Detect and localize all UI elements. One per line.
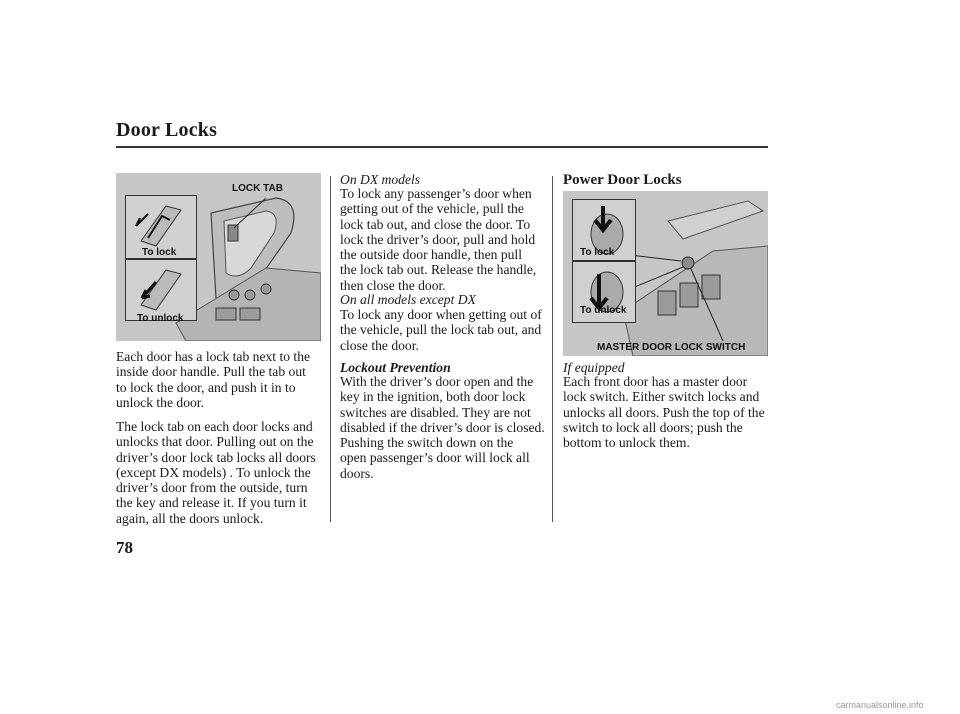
to-unlock-callout: To unlock — [137, 313, 184, 324]
master-switch-paragraph: Each front door has a master door lock switch. Either switch locks and unlocks all doors. Push the top of the switch to lock all doors; push the bottom to unlock them. — [563, 374, 765, 451]
page-number: 78 — [116, 538, 133, 557]
lockout-prevention-heading: Lockout Prevention — [340, 360, 451, 375]
to-lock-callout: To lock — [142, 247, 177, 258]
lock-tab-pushed-illustration — [126, 260, 196, 320]
if-equipped-heading: If equipped — [563, 360, 625, 375]
master-to-lock-callout: To lock — [580, 247, 615, 258]
master-to-unlock-callout: To unlock — [580, 305, 627, 316]
header-rule — [116, 146, 768, 148]
dx-models-heading: On DX models — [340, 172, 421, 187]
except-dx-heading: On all models except DX — [340, 292, 476, 307]
power-door-locks-heading: Power Door Locks — [563, 172, 682, 188]
lock-tab-callout: LOCK TAB — [232, 183, 283, 194]
page-title: Door Locks — [116, 119, 218, 141]
lockout-prevention-paragraph: With the driver’s door open and the key in the ignition, both door lock switches are disabled. They are not disabled if the driver’s door is closed. Pushing the switch down on the open passenger’s door will lock all doors. — [340, 374, 545, 481]
column-divider-2 — [552, 176, 553, 522]
lock-tab-details-paragraph: The lock tab on each door locks and unlocks that door. Pulling out on the driver’s door lock tab locks all doors (except DX models) . To unlock the driver’s door from the outside, turn the key and release it. If you turn it again, all the doors unlock. — [116, 419, 316, 526]
lock-tab-intro-paragraph: Each door has a lock tab next to the inside door handle. Pull the tab out to lock the door, and push it in to unlock the door. — [116, 349, 311, 410]
master-switch-callout: MASTER DOOR LOCK SWITCH — [597, 342, 746, 353]
to-unlock-inset — [125, 259, 197, 321]
column-divider-1 — [330, 176, 331, 522]
master-switch-figure — [563, 191, 768, 356]
dx-models-paragraph: To lock any passenger’s door when getting out of the vehicle, pull the lock tab out, and close the door. To lock the driver’s door, pull and hold the outside door handle, then pull the lock tab out. Release the handle, then close the door. — [340, 186, 537, 293]
except-dx-paragraph: To lock any door when getting out of the vehicle, pull the lock tab out, and close the door. — [340, 307, 542, 353]
watermark: carmanualsonline.info — [836, 700, 924, 710]
